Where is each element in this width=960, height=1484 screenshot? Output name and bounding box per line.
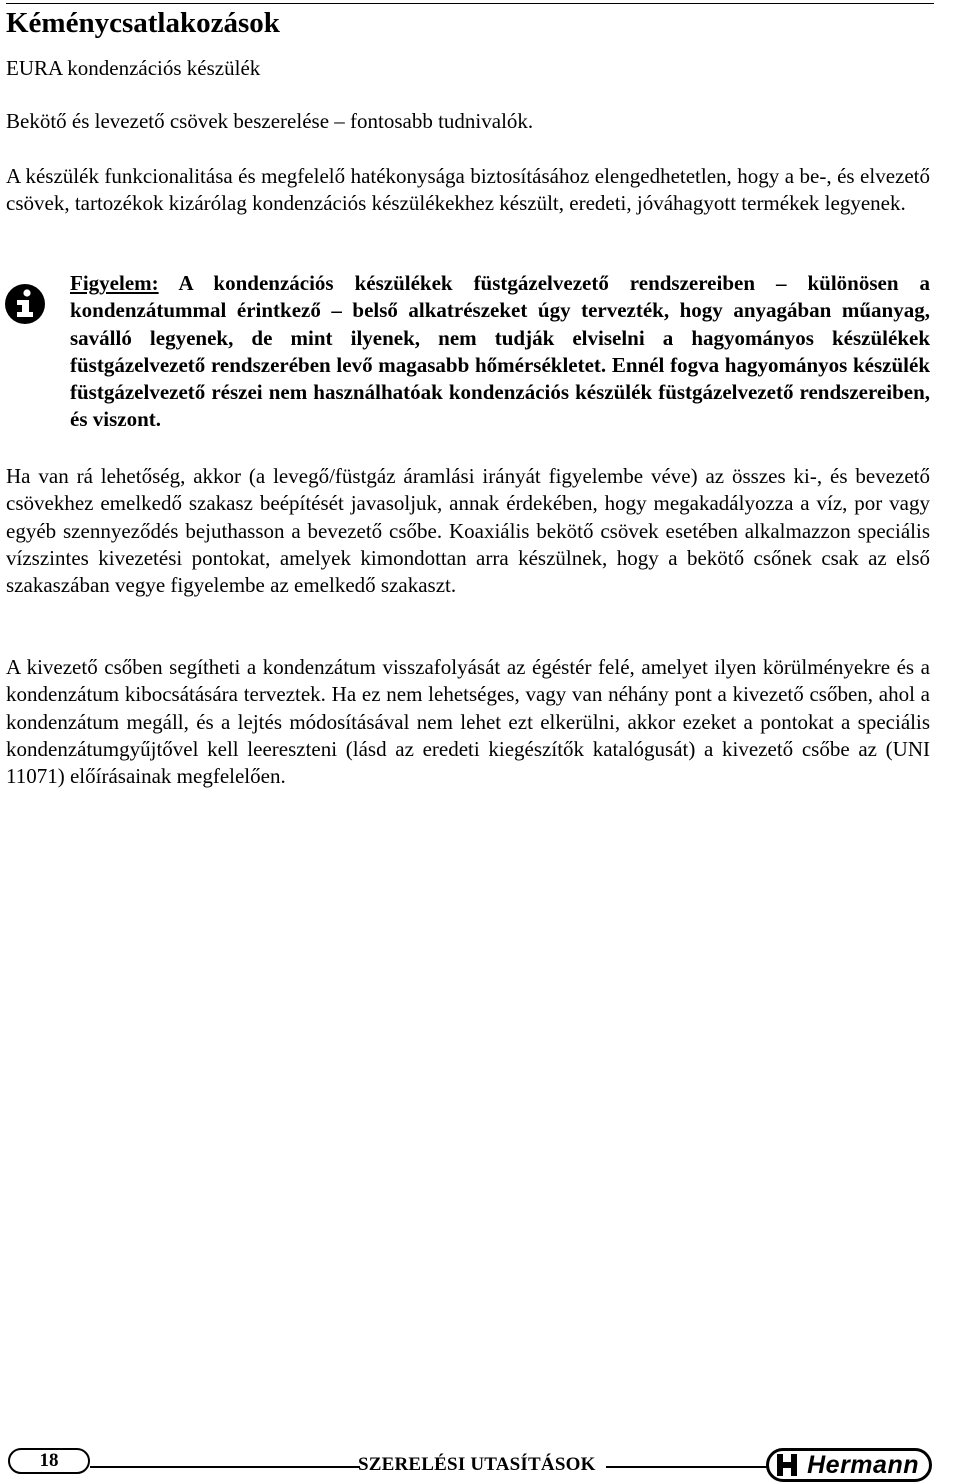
page-title: Kéménycsatlakozások: [6, 7, 280, 39]
body-paragraph-1: Ha van rá lehetőség, akkor (a levegő/füstgáz áramlási irányát figyelembe véve) az összes ki-, és bevezető csövekhez emelkedő szakasz beépítését javasoljuk, annak érdekében, hogy megakadályozza a víz, por vagy egyéb szennyeződés bejuthasson a bevezető csőbe. Koaxiális bekötő csövek esetében alkalmazzon speciális vízszintes kivezetési pontokat, amelyek kimondottan arra készülnek, hogy a bekötő csőnek csak az első szakaszában vegye figyelembe az emelkedő szakaszt.: [6, 464, 930, 598]
section-heading: Bekötő és levezető csövek beszerelése – fontosabb tudnivalók.: [6, 109, 534, 133]
warning-label: Figyelem:: [70, 271, 159, 295]
logo-text: Hermann: [807, 1451, 919, 1479]
page-number: 18: [8, 1448, 90, 1474]
warning-block: [70, 270, 930, 434]
warning-text: A kondenzációs készülékek füstgázelvezető rendszereiben – különösen a kondenzátummal érintkező – belső alkatrészeket úgy tervezték, hogy anyagában műanyag, saválló legyenek, de mint ilyenek, nem tudják elviselni a hagyományos készülékek füstgázelvezető rendszerében levő magasabb hőmérsékletet. Ennél fogva hagyományos készülék füstgázelvezető részei nem használhatóak kondenzációs készülék füstgázelvezető rendszereiben, és viszont.: [70, 271, 930, 432]
top-rule: [6, 3, 934, 4]
intro-paragraph: A készülék funkcionalitása és megfelelő hatékonysága biztosításához elengedhetetlen, hogy a be-, és elvezető csövek, tartozékok kizárólag kondenzációs készülékekhez készült, eredeti, jóváhagyott termékek legyenek.: [6, 164, 930, 216]
footer-rule-right: [606, 1466, 768, 1468]
brand-logo: [766, 1448, 932, 1482]
body-paragraph-2: A kivezető csőben segítheti a kondenzátum visszafolyását az égéstér felé, amelyet ilyen körülményekre és a kondenzátum kibocsátására terveztek. Ha ez nem lehetséges, vagy van néhány pont a kivezető csőben, ahol a kondenzátum megáll, és a lejtés módosításával nem lehet ezt elkerülni, akkor ezeket a pontokat a speciális kondenzátumgyűjtővel kell leereszteni (lásd az eredeti kiegészítők katalógusát) a kivezető csőbe az (UNI 11071) előírásainak megfelelően.: [6, 655, 930, 789]
logo-mark-icon: [777, 1454, 797, 1476]
page-footer: [0, 1440, 960, 1484]
footer-title: SZERELÉSI UTASÍTÁSOK: [358, 1454, 596, 1475]
info-icon: [4, 283, 46, 325]
footer-rule-left: [90, 1466, 360, 1468]
page-subtitle: EURA kondenzációs készülék: [6, 56, 261, 80]
